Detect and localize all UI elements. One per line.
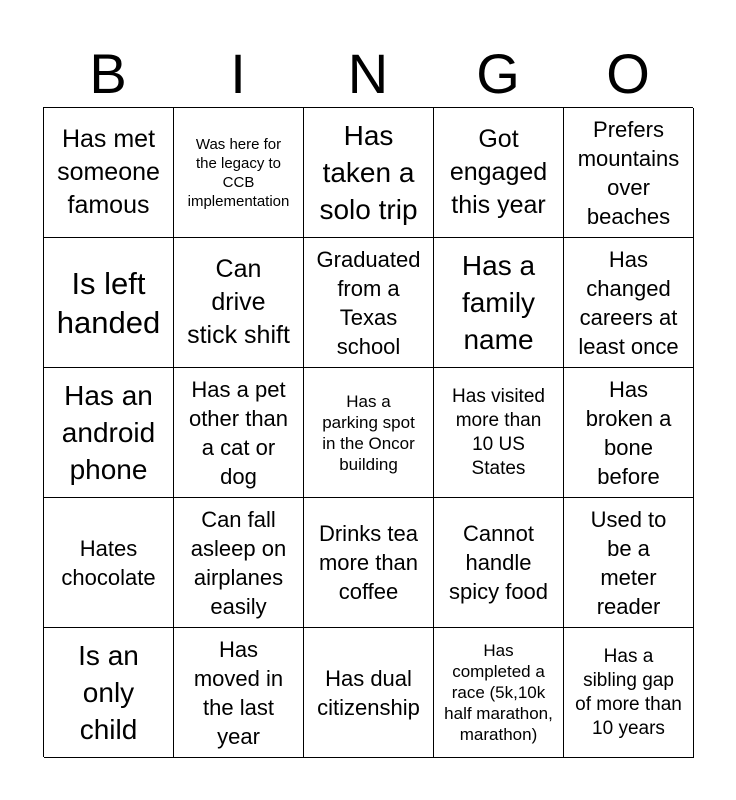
bingo-cell-r3c3[interactable] xyxy=(304,368,434,498)
cell-text: Has moved in the last year xyxy=(193,636,284,749)
cell-text: Has a sibling gap of more than 10 years xyxy=(575,645,682,739)
bingo-cell-r1c4[interactable] xyxy=(434,108,564,238)
bingo-cell-r2c1[interactable] xyxy=(44,238,174,368)
bingo-cell-r3c1[interactable] xyxy=(44,368,174,498)
cell-text: Can drive stick shift xyxy=(187,255,290,349)
bingo-cell-r5c5[interactable] xyxy=(564,628,694,758)
bingo-header xyxy=(43,42,693,106)
cell-text: Can fall asleep on airplanes easily xyxy=(190,506,287,619)
bingo-cell-r5c2[interactable] xyxy=(174,628,304,758)
bingo-cell-r4c3[interactable] xyxy=(304,498,434,628)
cell-text: Has completed a race (5k,10k half marathon, marathon) xyxy=(444,641,553,744)
cell-text: Graduated from a Texas school xyxy=(316,246,421,359)
bingo-cell-r2c4[interactable] xyxy=(434,238,564,368)
cell-text: Has visited more than 10 US States xyxy=(452,385,545,479)
cell-text: Is an only child xyxy=(78,640,139,745)
bingo-cell-r1c3[interactable] xyxy=(304,108,434,238)
bingo-grid xyxy=(43,107,693,757)
cell-text: Has an android phone xyxy=(61,380,156,485)
bingo-cell-r1c1[interactable] xyxy=(44,108,174,238)
header-letter-o: O xyxy=(606,42,650,105)
cell-text: Hates chocolate xyxy=(61,535,156,590)
bingo-cell-r4c5[interactable] xyxy=(564,498,694,628)
header-letter-b: B xyxy=(89,42,127,105)
header-letter-g: G xyxy=(476,42,520,105)
bingo-cell-r2c2[interactable] xyxy=(174,238,304,368)
cell-text: Drinks tea more than coffee xyxy=(318,521,419,604)
bingo-cell-r1c5[interactable] xyxy=(564,108,694,238)
cell-text: Has broken a bone before xyxy=(585,376,672,489)
bingo-cell-r4c4[interactable] xyxy=(434,498,564,628)
cell-text: Has a pet other than a cat or dog xyxy=(188,376,289,489)
cell-text: Has dual citizenship xyxy=(317,665,420,720)
bingo-cell-r5c3[interactable] xyxy=(304,628,434,758)
cell-text: Has a family name xyxy=(461,250,536,355)
bingo-cell-r2c3[interactable] xyxy=(304,238,434,368)
cell-text: Is left handed xyxy=(56,265,161,340)
bingo-cell-r5c1[interactable] xyxy=(44,628,174,758)
cell-text: Has changed careers at least once xyxy=(578,246,679,359)
cell-text: Has a parking spot in the Oncor building xyxy=(322,391,415,474)
bingo-cell-r3c2[interactable] xyxy=(174,368,304,498)
header-letter-n: N xyxy=(347,42,389,105)
bingo-cell-r4c1[interactable] xyxy=(44,498,174,628)
cell-text: Prefers mountains over beaches xyxy=(577,116,680,229)
cell-text: Used to be a meter reader xyxy=(590,506,667,619)
bingo-cell-r2c5[interactable] xyxy=(564,238,694,368)
cell-text: Was here for the legacy to CCB implementation xyxy=(187,135,290,210)
header-letter-i: I xyxy=(230,42,246,105)
cell-text: Got engaged this year xyxy=(449,125,548,219)
cell-text: Cannot handle spicy food xyxy=(448,521,549,604)
bingo-cell-r1c2[interactable] xyxy=(174,108,304,238)
bingo-cell-r4c2[interactable] xyxy=(174,498,304,628)
bingo-cell-r5c4[interactable] xyxy=(434,628,564,758)
bingo-cell-r3c5[interactable] xyxy=(564,368,694,498)
bingo-cell-r3c4[interactable] xyxy=(434,368,564,498)
cell-text: Has met someone famous xyxy=(57,125,160,219)
cell-text: Has taken a solo trip xyxy=(319,120,418,225)
